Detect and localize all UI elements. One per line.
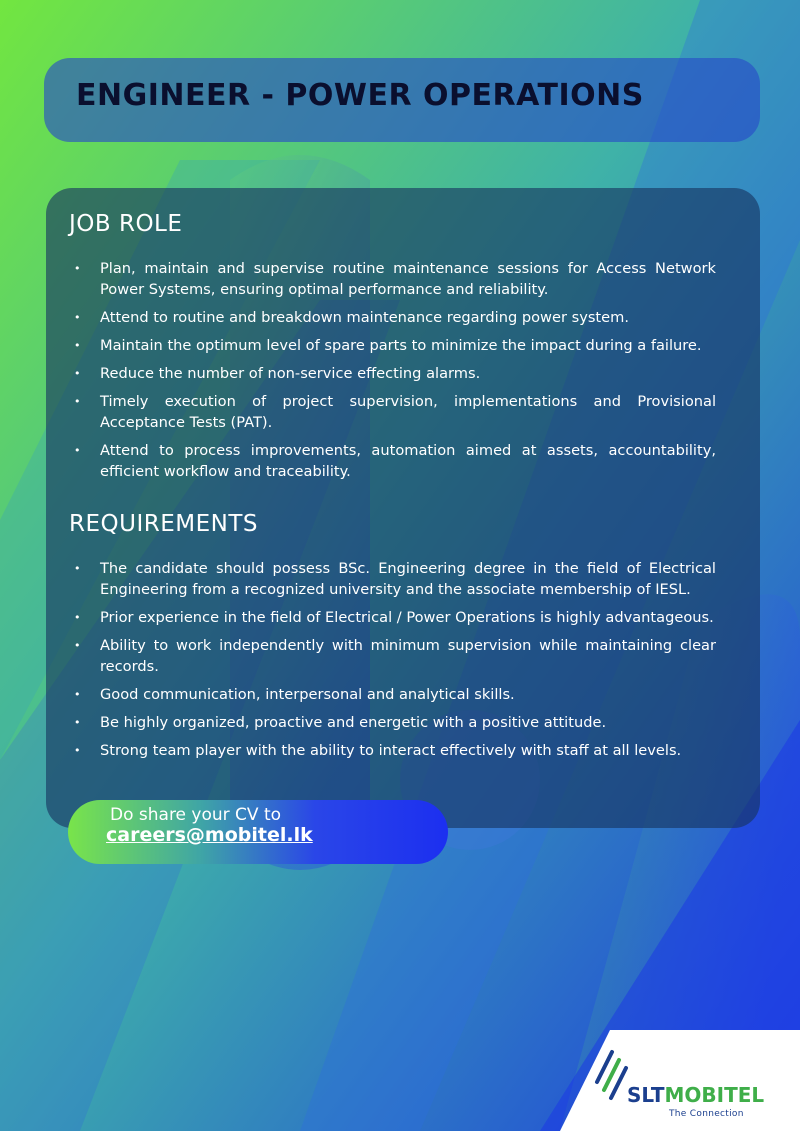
logo-mark-icon (597, 1052, 626, 1098)
logo-tagline: The Connection (669, 1109, 744, 1119)
cv-prompt: Do share your CV to (110, 805, 282, 825)
list-item: • The candidate should possess BSc. Engineering degree in the field of Electrical Engineering from a recognized university and the associate membership of IESL. (74, 558, 716, 600)
list-item: • Reduce the number of non-service effecting alarms. (74, 363, 716, 384)
logo-mobitel-text: MOBITEL (664, 1083, 765, 1107)
list-item: • Maintain the optimum level of spare parts to minimize the impact during a failure. (74, 335, 716, 356)
list-item: • Good communication, interpersonal and analytical skills. (74, 684, 716, 705)
list-item: • Strong team player with the ability to interact effectively with staff at all levels. (74, 740, 716, 761)
requirements-heading: REQUIREMENTS (69, 511, 258, 537)
logo-slt-text: SLT (627, 1083, 665, 1107)
list-item: • Ability to work independently with minimum supervision while maintaining clear records. (74, 635, 716, 677)
list-item: • Attend to routine and breakdown maintenance regarding power system. (74, 307, 716, 328)
list-item: • Timely execution of project supervision, implementations and Provisional Acceptance Tests (PAT). (74, 391, 716, 433)
requirements-list (74, 558, 716, 768)
list-item: • Prior experience in the field of Electrical / Power Operations is highly advantageous. (74, 607, 716, 628)
page-title: ENGINEER - POWER OPERATIONS (76, 78, 644, 113)
job-role-list (74, 258, 716, 489)
list-item: • Attend to process improvements, automation aimed at assets, accountability, efficient workflow and traceability. (74, 440, 716, 482)
logo-wordmark (627, 1083, 764, 1107)
list-item: • Be highly organized, proactive and energetic with a positive attitude. (74, 712, 716, 733)
job-role-heading: JOB ROLE (69, 211, 183, 237)
email-link[interactable]: careers@mobitel.lk (106, 824, 313, 846)
list-item: • Plan, maintain and supervise routine maintenance sessions for Access Network Power Systems, ensuring optimal performance and reliability. (74, 258, 716, 300)
